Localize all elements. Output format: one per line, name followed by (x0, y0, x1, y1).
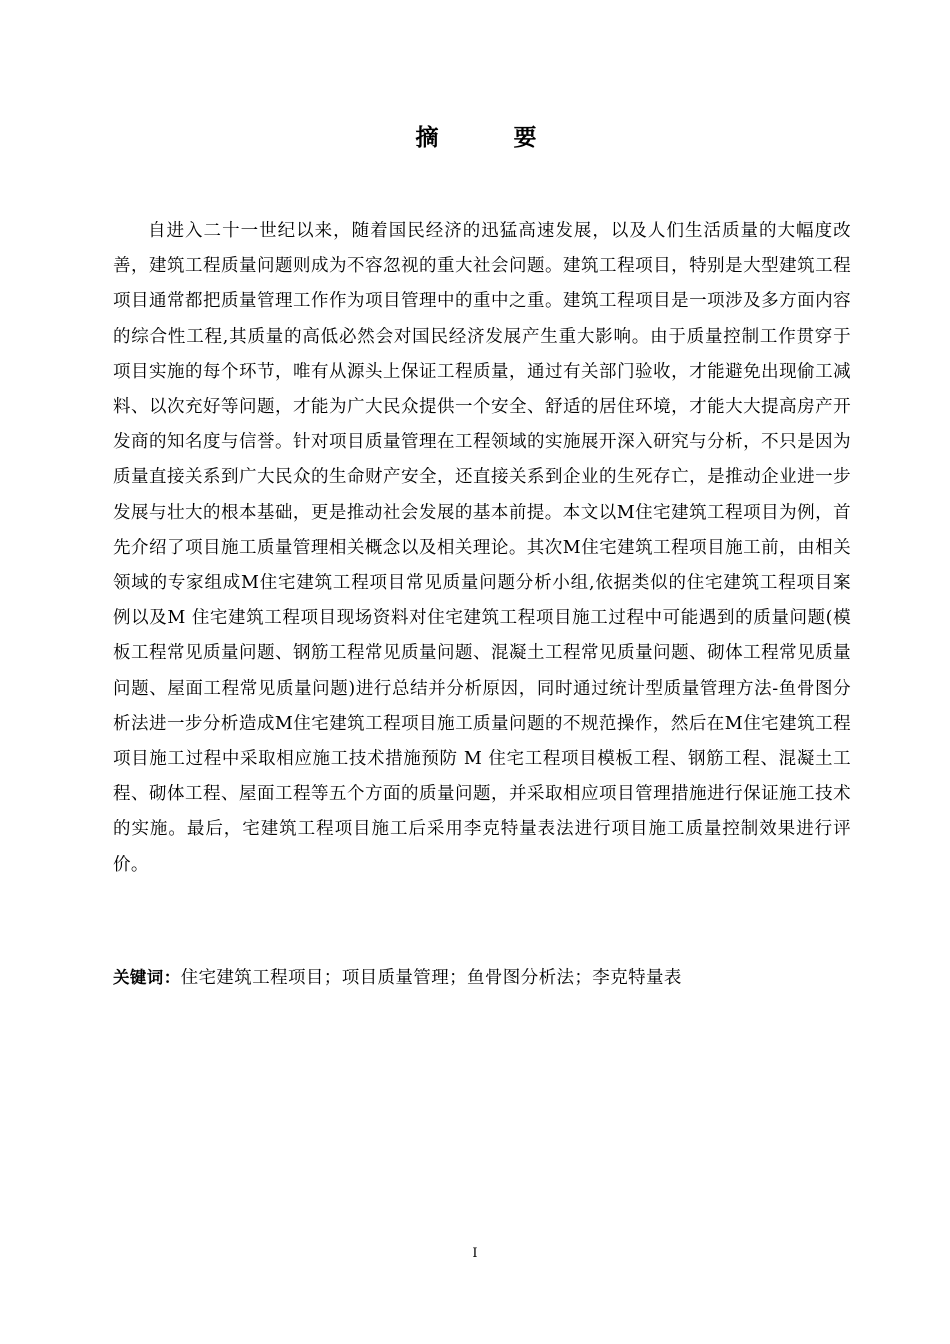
page-number: I (472, 1246, 478, 1261)
abstract-title: 摘 要 (415, 125, 563, 151)
keywords-line (113, 962, 851, 994)
abstract-body: 自进入二十一世纪以来，随着国民经济的迅猛高速发展，以及人们生活质量的大幅度改善，建筑工程质量问题则成为不容忽视的重大社会问题。建筑工程项目，特别是大型建筑工程项目通常都把质量管理工作作为项目管理中的重中之重。建筑工程项目是一项涉及多方面内容的综合性工程,其质量的高低必然会对国民经济发展产生重大影响。由于质量控制工作贯穿于项目实施的每个环节，唯有从源头上保证工程质量，通过有关部门验收，才能避免出现偷工减料、以次充好等问题，才能为广大民众提供一个安全、舒适的居住环境，才能大大提高房产开发商的知名度与信誉。针对项目质量管理在工程领域的实施展开深入研究与分析，不只是因为质量直接关系到广大民众的生命财产安全，还直接关系到企业的生死存亡，是推动企业进一步发展与壮大的根本基础，更是推动社会发展的基本前提。本文以M住宅建筑工程项目为例，首先介绍了项目施工质量管理相关概念以及相关理论。其次M住宅建筑工程项目施工前，由相关领域的专家组成M住宅建筑工程项目常见质量问题分析小组,依据类似的住宅建筑工程项目案例以及M 住宅建筑工程项目现场资料对住宅建筑工程项目施工过程中可能遇到的质量问题(模板工程常见质量问题、钢筋工程常见质量问题、混凝土工程常见质量问题、砌体工程常见质量问题、屋面工程常见质量问题)进行总结并分析原因，同时通过统计型质量管理方法-鱼骨图分析法进一步分析造成M住宅建筑工程项目施工质量问题的不规范操作，然后在M住宅建筑工程项目施工过程中采取相应施工技术措施预防 M 住宅工程项目模板工程、钢筋工程、混凝土工程、砌体工程、屋面工程等五个方面的质量问题，并采取相应项目管理措施进行保证施工技术的实施。最后，宅建筑工程项目施工后采用李克特量表法进行项目施工质量控制效果进行评价。 (113, 221, 851, 875)
keywords-label: 关键词： (113, 968, 181, 987)
keywords-text: 住宅建筑工程项目；项目质量管理；鱼骨图分析法；李克特量表 (180, 968, 682, 988)
